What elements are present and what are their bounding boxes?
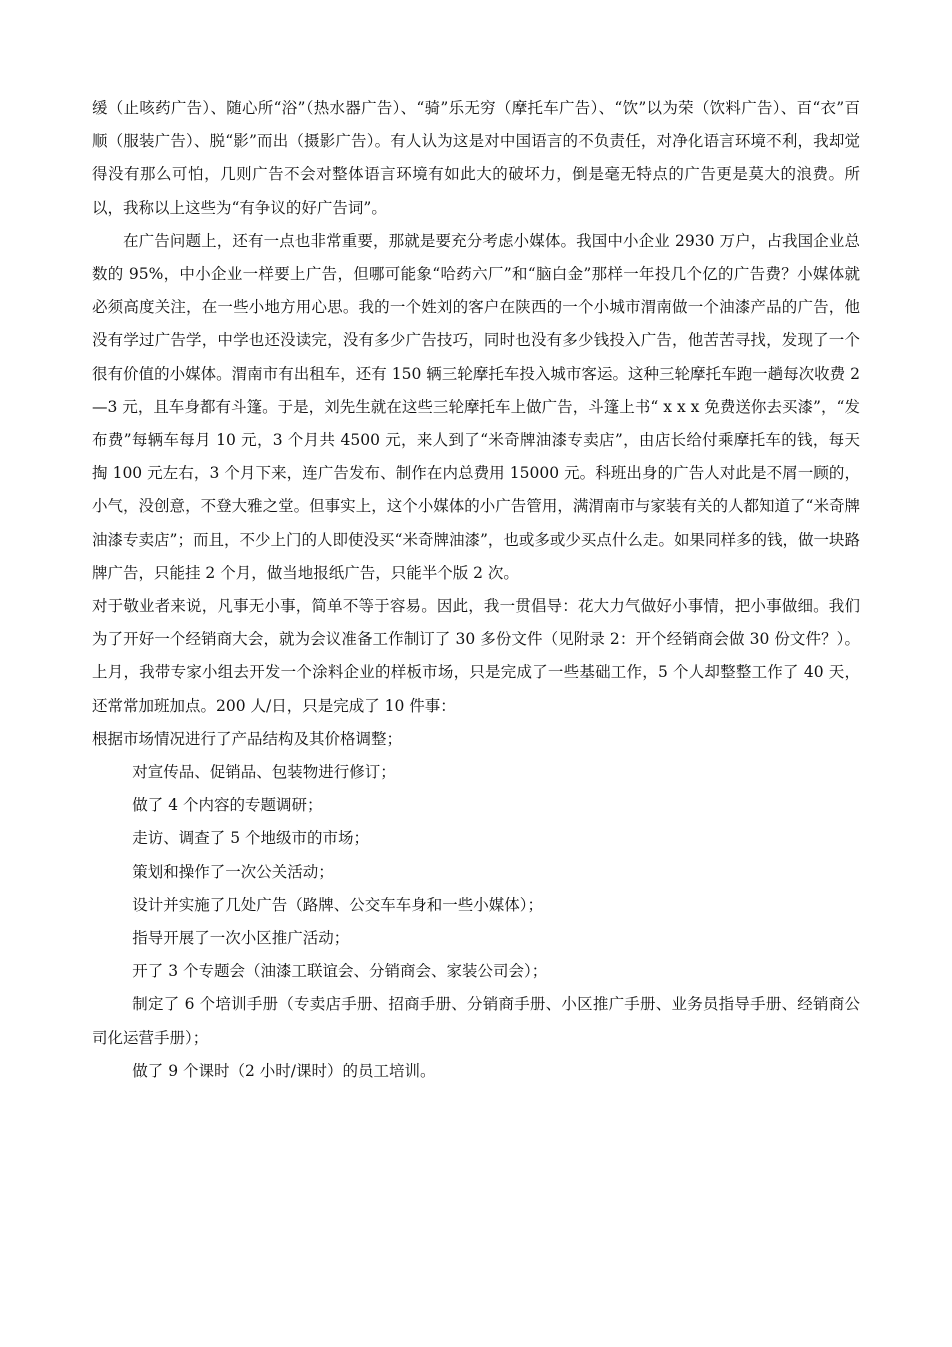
list-item: 对宣传品、促销品、包装物进行修订；	[132, 763, 396, 782]
list-item: 开了 3 个专题会（油漆工联谊会、分销商会、家装公司会）；	[132, 962, 548, 981]
list-item: 做了 4 个内容的专题调研；	[132, 796, 323, 815]
list-item: 根据市场情况进行了产品结构及其价格调整；	[92, 729, 403, 748]
list-item: 制定了 6 个培训手册（专卖店手册、招商手册、分销商手册、小区推广手册、业务员指导手册、经销商公司化运营手册）；	[92, 995, 860, 1047]
paragraph-small-media: 在广告问题上，还有一点也非常重要，那就是要充分考虑小媒体。我国中小企业 2930 万户，占我国企业总数的 95%，中小企业一样要上广告，但哪可能象“哈药六厂”和“脑白金”那样一年投几个亿的广告费？小媒体就必须高度关注，在一些小地方用心思。我的一个姓刘的客户在陕西的一个小城市渭南做一个油漆产品的广告，他没有学过广告学，中学也还没读完，没有多少广告技巧，同时也没有多少钱投入广告，他苦苦寻找，发现了一个很有价值的小媒体。渭南市有出租车，还有 150 辆三轮摩托车投入城市客运。这种三轮摩托车跑一趟每次收费 2—3 元，且车身都有斗篷。于是，刘先生就在这些三轮摩托车上做广告，斗篷上书“ x x x 免费送你去买漆”，“发布费”每辆车每月 10 元，3 个月共 4500 元，来人到了“米奇牌油漆专卖店”，由店长给付乘摩托车的钱，每天掏 100 元左右，3 个月下来，连广告发布、制作在内总费用 15000 元。科班出身的广告人对此是不屑一顾的，小气，没创意，不登大雅之堂。但事实上，这个小媒体的小广告管用，满渭南市与家装有关的人都知道了“米奇牌油漆专卖店”；而且，不少上门的人即使没买“米奇牌油漆”，也或多或少买点什么走。如果同样多的钱，做一块路牌广告，只能挂 2 个月，做当地报纸广告，只能半个版 2 次。	[92, 231, 860, 582]
list-item: 做了 9 个课时（2 小时/课时）的员工培训。	[132, 1061, 436, 1080]
list-item: 走访、调查了 5 个地级市的市场；	[132, 829, 370, 848]
paragraph-ad-wordplay: 缓（止咳药广告）、随心所“浴”（热水器广告）、“骑”乐无穷（摩托车广告）、“饮”以为荣（饮料广告）、百“衣”百顺（服装广告）、脱“影”而出（摄影广告）。有人认为这是对中国语言的不负责任，对净化语言环境不利，我却觉得没有那么可怕，几则广告不会对整体语言环境有如此大的破坏力，倒是毫无特点的广告更是莫大的浪费。所以，我称以上这些为“有争议的好广告词”。	[92, 99, 860, 217]
paragraph-small-things: 对于敬业者来说，凡事无小事，简单不等于容易。因此，我一贯倡导：花大力气做好小事情，把小事做细。我们为了开好一个经销商大会，就为会议准备工作制订了 30 多份文件（见附录 2：开个经销商会做 30 份文件？）。上月，我带专家小组去开发一个涂料企业的样板市场，只是完成了一些基础工作，5 个人却整整工作了 40 天，还常常加班加点。200 人/日，只是完成了 10 件事：	[92, 597, 860, 715]
list-item: 设计并实施了几处广告（路牌、公交车车身和一些小媒体）；	[132, 895, 544, 914]
list-item: 策划和操作了一次公关活动；	[132, 862, 334, 881]
list-item: 指导开展了一次小区推广活动；	[132, 929, 350, 948]
